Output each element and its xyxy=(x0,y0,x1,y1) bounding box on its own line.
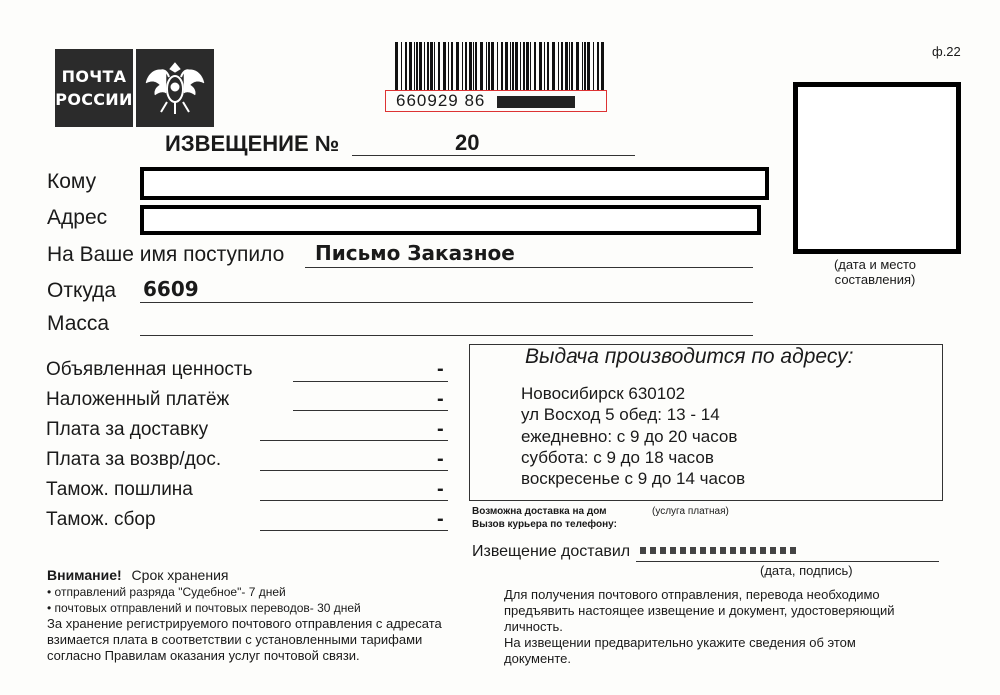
barcode-bar xyxy=(469,42,472,90)
barcode-bar xyxy=(534,42,536,90)
pochta-rossii-logo xyxy=(55,49,133,127)
barcode-bar xyxy=(480,42,483,90)
barcode-bar xyxy=(501,42,503,90)
barcode-bar xyxy=(465,42,467,90)
return-fee-line xyxy=(260,470,448,471)
delivery-fee-value: - xyxy=(437,418,444,440)
attention-subtitle: Срок хранения xyxy=(131,567,229,583)
barcode-bar xyxy=(505,42,508,90)
stamp-caption: (дата и место составления) xyxy=(833,257,917,287)
barcode-bar xyxy=(558,42,559,90)
barcode-bar xyxy=(565,42,568,90)
barcode-bar xyxy=(515,42,518,90)
cod-label: Наложенный платёж xyxy=(46,389,230,410)
address-redacted xyxy=(140,205,761,235)
customs-fee-value: - xyxy=(437,508,444,530)
barcode-bar xyxy=(491,42,494,90)
barcode-bar xyxy=(395,42,398,90)
barcode-bar xyxy=(539,42,542,90)
address-label: Адрес xyxy=(47,206,108,229)
attention-title: Внимание! xyxy=(47,567,122,583)
barcode-bar xyxy=(409,42,412,90)
logo-line-2: РОССИИ xyxy=(55,90,133,109)
to-label: Кому xyxy=(47,170,97,193)
declared-value: - xyxy=(437,358,444,380)
notice-title: ИЗВЕЩЕНИЕ № xyxy=(165,131,340,156)
barcode-bar xyxy=(427,42,429,90)
barcode-bar xyxy=(405,42,407,90)
barcode-bar xyxy=(416,42,418,90)
attention-line: За хранение регистрируемого почтового отправления с адресата xyxy=(47,616,442,631)
barcode-bar xyxy=(544,42,545,90)
barcode-bar xyxy=(451,42,453,90)
barcode-redaction xyxy=(497,96,575,108)
declared-value-label: Объявленная ценность xyxy=(46,359,253,380)
barcode-bar xyxy=(430,42,433,90)
barcode-bar xyxy=(520,42,521,90)
barcode-bar xyxy=(488,42,490,90)
from-value: 6609 xyxy=(143,277,199,301)
form-code: ф.22 xyxy=(932,44,961,59)
barcode-bar xyxy=(486,42,487,90)
declared-value-line xyxy=(293,381,448,382)
recipient-redacted xyxy=(140,167,769,200)
cod-line xyxy=(293,410,448,411)
cod-value: - xyxy=(437,388,444,410)
delivery-fee-line xyxy=(260,440,448,441)
barcode-bar xyxy=(601,42,604,90)
pickup-line: воскресенье с 9 до 14 часов xyxy=(521,469,746,488)
courier-label: Вызов курьера по телефону: xyxy=(472,519,617,530)
from-label: Откуда xyxy=(47,279,117,302)
barcode-bar xyxy=(401,42,402,90)
barcode-bar xyxy=(523,42,525,90)
customs-duty-value: - xyxy=(437,478,444,500)
customs-fee-label: Тамож. сбор xyxy=(46,509,156,530)
instruction-line: Для получения почтового отправления, перевода необходимо xyxy=(504,587,880,602)
mass-line xyxy=(140,335,753,336)
instruction-line: предъявить настоящее извещение и документ, удостоверяющий xyxy=(504,603,895,618)
barcode-bar xyxy=(561,42,563,90)
barcode-number-box xyxy=(385,90,607,112)
barcode-bar xyxy=(475,42,477,90)
received-line xyxy=(305,267,753,268)
barcode-bar xyxy=(424,42,425,90)
barcode-bar xyxy=(443,42,446,90)
barcode-bar xyxy=(584,42,586,90)
barcode-bar xyxy=(597,42,599,90)
return-fee-label: Плата за возвр/дос. xyxy=(46,449,222,470)
barcode-bar xyxy=(462,42,463,90)
barcode-bar xyxy=(419,42,422,90)
pickup-line: Новосибирск 630102 xyxy=(521,384,686,403)
customs-fee-line xyxy=(260,530,448,531)
attention-line: взимается плата в соответствии с установленными тарифами xyxy=(47,632,423,647)
stamp-area-redacted xyxy=(793,82,961,254)
barcode-bar xyxy=(593,42,594,90)
from-line xyxy=(140,302,753,303)
home-delivery-note: (услуга платная) xyxy=(652,506,729,517)
barcode-bar xyxy=(510,42,511,90)
delivered-by-line xyxy=(636,561,939,562)
notice-number-line xyxy=(352,155,635,156)
barcode-bar xyxy=(569,42,570,90)
received-value: Письмо Заказное xyxy=(315,241,515,265)
barcode-bar xyxy=(448,42,449,90)
customs-duty-line xyxy=(260,500,448,501)
eagle-emblem-icon xyxy=(136,49,214,127)
barcode-bar xyxy=(456,42,459,90)
attention-line: согласно Правилам оказания услуг почтовой связи. xyxy=(47,648,360,663)
attention-block xyxy=(47,567,228,583)
date-signature-caption: (дата, подпись) xyxy=(760,563,853,578)
pickup-heading: Выдача производится по адресу: xyxy=(525,345,854,368)
barcode-number: 660929 86 xyxy=(396,91,486,110)
barcode-bar xyxy=(434,42,435,90)
barcode-bar xyxy=(587,42,590,90)
delivered-by-label: Извещение доставил xyxy=(472,543,631,560)
instruction-line: На извещении предварительно укажите сведения об этом xyxy=(504,635,856,650)
instruction-line: документе. xyxy=(504,651,571,666)
customs-duty-label: Тамож. пошлина xyxy=(46,479,193,500)
barcode-bar xyxy=(526,42,529,90)
logo-line-1: ПОЧТА xyxy=(61,67,127,86)
barcode xyxy=(393,42,608,92)
barcode-bar xyxy=(497,42,498,90)
barcode-bar xyxy=(582,42,583,90)
mass-label: Масса xyxy=(47,312,110,335)
barcode-bar xyxy=(414,42,415,90)
barcode-bar xyxy=(512,42,514,90)
barcode-bar xyxy=(571,42,573,90)
attention-line: • почтовых отправлений и почтовых переводов- 30 дней xyxy=(47,601,361,615)
barcode-bar xyxy=(473,42,474,90)
instruction-line: личность. xyxy=(504,619,563,634)
pickup-line: ул Восход 5 обед: 13 - 14 xyxy=(521,405,720,424)
pickup-line: суббота: с 9 до 18 часов xyxy=(521,448,714,467)
barcode-bar xyxy=(438,42,440,90)
barcode-bar xyxy=(576,42,579,90)
return-fee-value: - xyxy=(437,448,444,470)
barcode-bar xyxy=(547,42,549,90)
barcode-bar xyxy=(552,42,555,90)
notice-number: 20 xyxy=(455,130,480,155)
barcode-bar xyxy=(530,42,531,90)
received-label: На Ваше имя поступило xyxy=(47,243,285,266)
attention-line: • отправлений разряда "Судебное"- 7 дней xyxy=(47,585,286,599)
home-delivery-label: Возможна доставка на дом xyxy=(472,506,607,517)
delivery-fee-label: Плата за доставку xyxy=(46,419,209,440)
delivered-by-redacted xyxy=(640,543,800,557)
pickup-line: ежедневно: с 9 до 20 часов xyxy=(521,427,738,446)
